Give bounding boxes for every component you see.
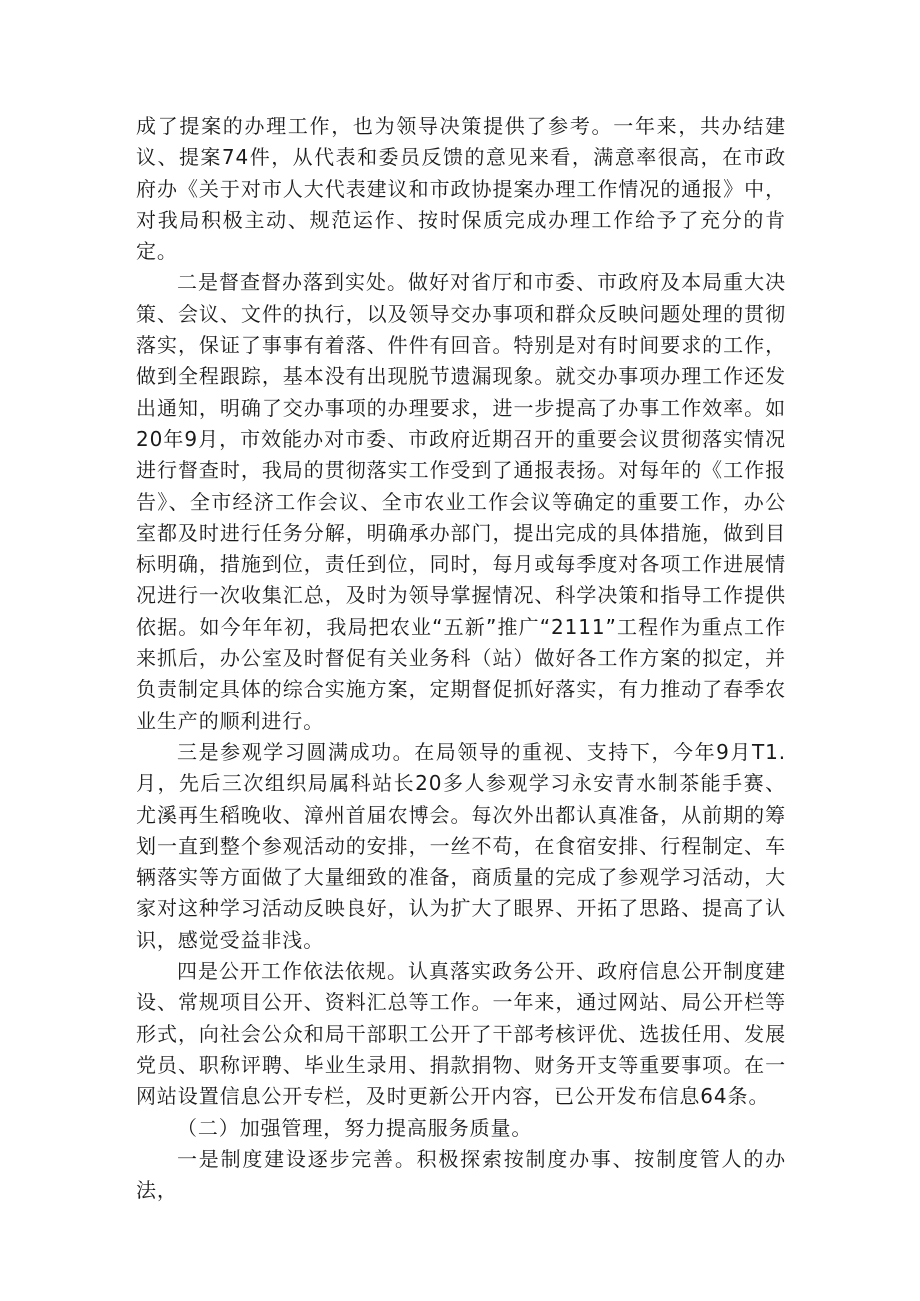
- paragraph-public-disclosure: 四是公开工作依法依规。认真落实政务公开、政府信息公开制度建设、常规项目公开、资料汇总等工作。一年来，通过网站、局公开栏等形式，向社会公众和局干部职工公开了干部考核评优、选拔任用、发展党员、职称评聘、毕业生录用、捐款捐物、财务开支等重要事项。在一网站设置信息公开专栏，及时更新公开内容，已公开发布信息64条。: [136, 959, 786, 1109]
- document-body: [136, 111, 786, 1206]
- section-heading-management: （二）加强管理，努力提高服务质量。: [177, 1115, 533, 1140]
- paragraph-supervision: 二是督查督办落到实处。做好对省厅和市委、市政府及本局重大决策、会议、文件的执行，以及领导交办事项和群众反映问题处理的贯彻落实，保证了事事有着落、件件有回音。特别是对有时间要求的工作，做到全程跟踪，基本没有出现脱节遗漏现象。就交办事项办理工作还发出通知，明确了交办事项的办理要求，进一步提高了办事工作效率。如20年9月，市效能办对市委、市政府近期召开的重要会议贯彻落实情况进行督查时，我局的贯彻落实工作受到了通报表扬。对每年的《工作报告》、全市经济工作会议、全市农业工作会议等确定的重要工作，办公室都及时进行任务分解，明确承办部门，提出完成的具体措施，做到目标明确，措施到位，责任到位，同时，每月或每季度对各项工作进展情况进行一次收集汇总，及时为领导掌握情况、科学决策和指导工作提供依据。如今年年初，我局把农业“五新”推广“2111”工程作为重点工作来抓后，办公室及时督促有关业务科（站）做好各工作方案的拟定，并负责制定具体的综合实施方案，定期督促抓好落实，有力推动了春季农业生产的顺利进行。: [136, 270, 786, 733]
- paragraph-study-visits: 三是参观学习圆满成功。在局领导的重视、支持下，今年9月T1.月，先后三次组织局属科站长20多人参观学习永安青水制茶能手赛、尤溪再生稻晚收、漳州首届农博会。每次外出都认真准备，从前期的筹划一直到整个参观活动的安排，一丝不苟，在食宿安排、行程制定、车辆落实等方面做了大量细致的准备，商质量的完成了参观学习活动，大家对这种学习活动反映良好，认为扩大了眼界、开拓了思路、提高了认识，感觉受益非浅。: [136, 739, 786, 952]
- paragraph-proposal-handling: 成了提案的办理工作，也为领导决策提供了参考。一年来，共办结建议、提案74件，从代表和委员反馈的意见来看，满意率很高，在市政府办《关于对市人大代表建议和市政协提案办理工作情况的通报》中，对我局积极主动、规范运作、按时保质完成办理工作给予了充分的肯定。: [136, 114, 786, 264]
- paragraph-system-building: 一是制度建设逐步完善。积极探索按制度办事、按制度管人的办法，: [136, 1146, 786, 1203]
